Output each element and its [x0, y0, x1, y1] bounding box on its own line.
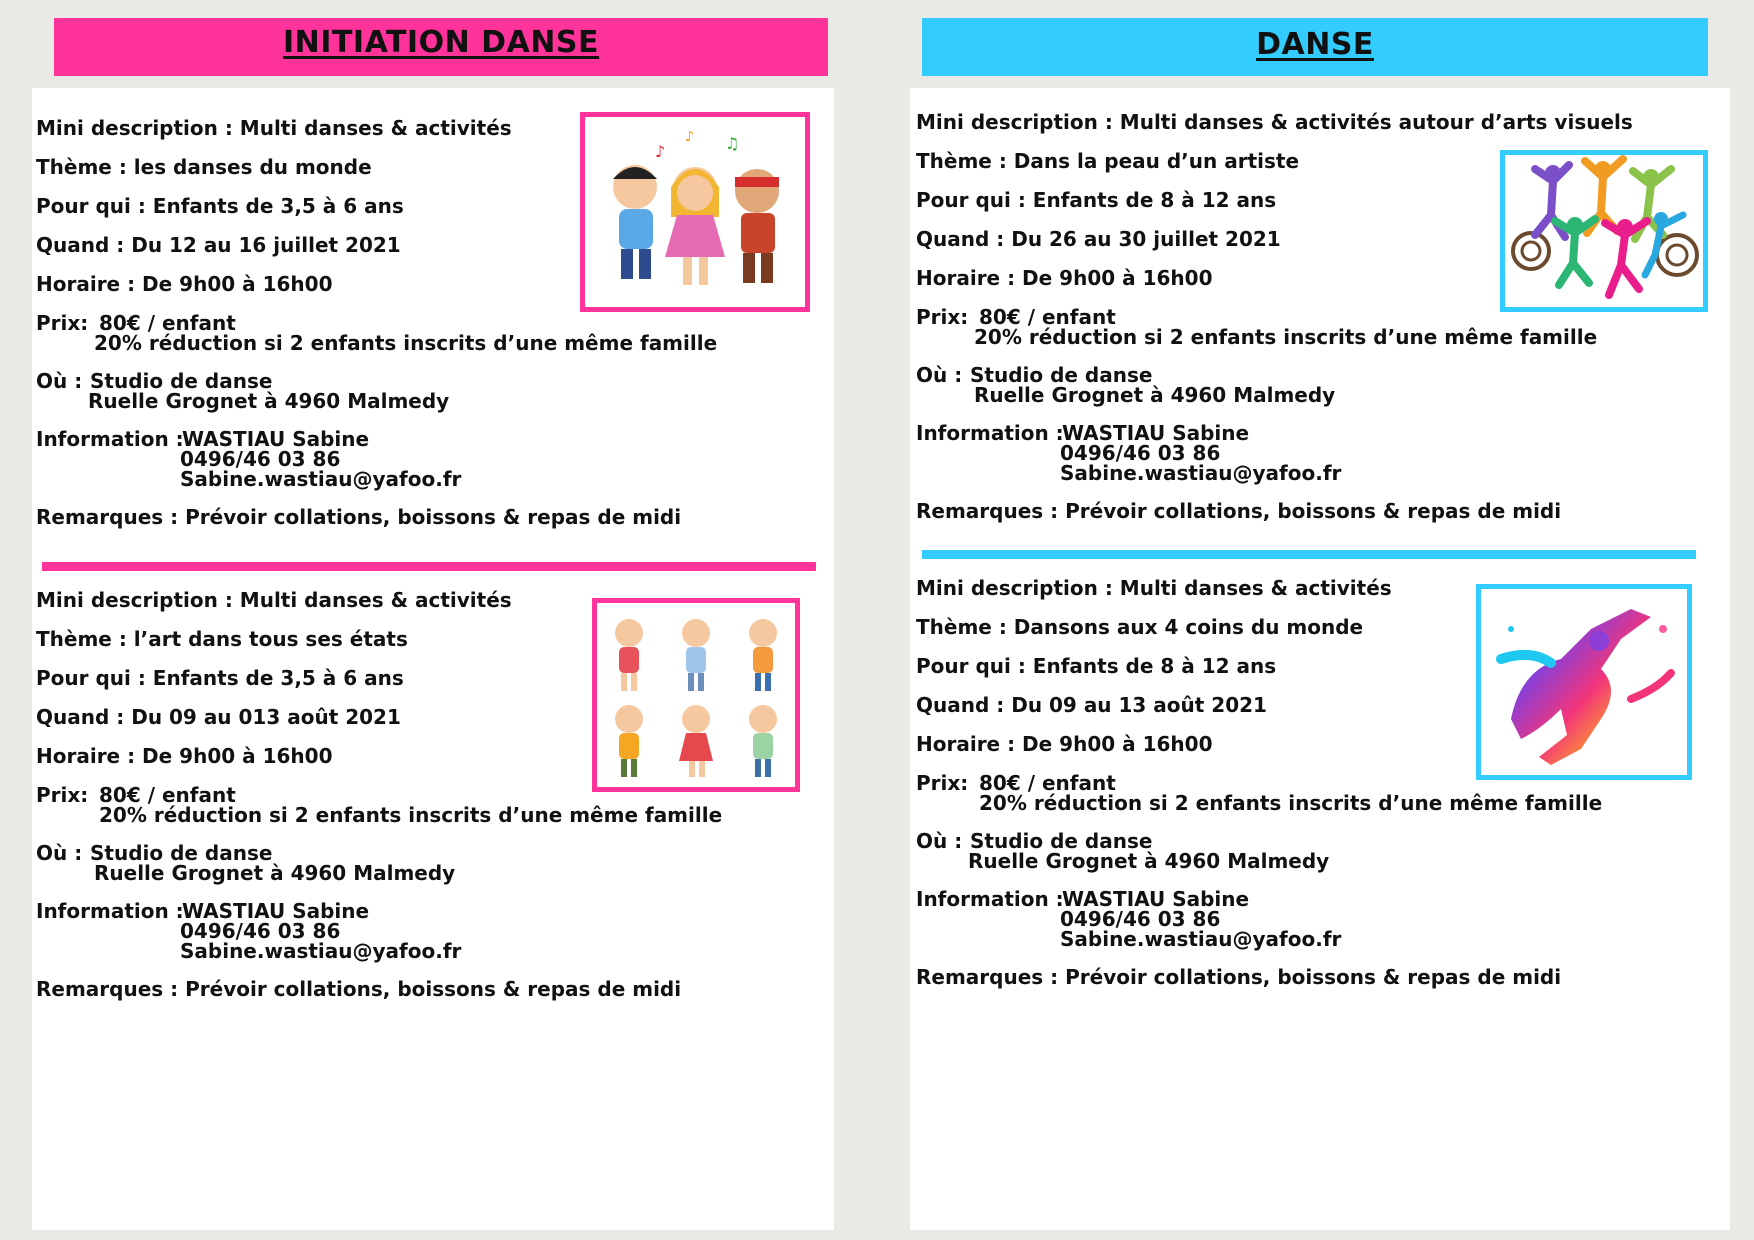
info-label: Information : [36, 427, 184, 451]
prix: 80€ / enfant [979, 305, 1116, 329]
theme: Thème : les danses du monde [36, 155, 372, 179]
info-email: Sabine.wastiau@yafoo.fr [180, 939, 462, 963]
dancing-kids-illustration [580, 112, 810, 312]
remarques: Remarques : Prévoir collations, boissons & repas de midi [36, 505, 682, 529]
ou-label: Où : [916, 363, 963, 387]
svg-text:♪: ♪ [685, 129, 694, 145]
prix: 80€ / enfant [979, 771, 1116, 795]
six-kids-dancing-illustration [592, 598, 800, 792]
info-phone: 0496/46 03 86 [1060, 907, 1221, 931]
prix-label: Prix: [36, 311, 89, 335]
right-header-title: DANSE [1256, 27, 1374, 62]
ou: Studio de danse [970, 829, 1153, 853]
adresse: Ruelle Grognet à 4960 Malmedy [94, 861, 456, 885]
reduction: 20% réduction si 2 enfants inscrits d’une même famille [99, 803, 723, 827]
quand: Quand : Du 09 au 13 août 2021 [916, 693, 1267, 717]
horaire: Horaire : De 9h00 à 16h00 [916, 266, 1213, 290]
remarques: Remarques : Prévoir collations, boissons & repas de midi [36, 977, 682, 1001]
mini-description: Mini description : Multi danses & activités [36, 588, 512, 612]
adresse: Ruelle Grognet à 4960 Malmedy [974, 383, 1336, 407]
reduction: 20% réduction si 2 enfants inscrits d’une même famille [94, 331, 718, 355]
colorful-dancer-silhouette [1476, 584, 1692, 780]
info-email: Sabine.wastiau@yafoo.fr [1060, 927, 1342, 951]
adresse: Ruelle Grognet à 4960 Malmedy [968, 849, 1330, 873]
ou: Studio de danse [970, 363, 1153, 387]
prix: 80€ / enfant [99, 311, 236, 335]
pour-qui: Pour qui : Enfants de 3,5 à 6 ans [36, 194, 404, 218]
ou-label: Où : [36, 841, 83, 865]
right-header [922, 18, 1708, 76]
svg-text:♪: ♪ [655, 142, 666, 161]
remarques: Remarques : Prévoir collations, boissons & repas de midi [916, 965, 1562, 989]
info-phone: 0496/46 03 86 [180, 919, 341, 943]
info-name: WASTIAU Sabine [1062, 421, 1250, 445]
ou: Studio de danse [90, 369, 273, 393]
info-label: Information : [916, 421, 1064, 445]
pour-qui: Pour qui : Enfants de 3,5 à 6 ans [36, 666, 404, 690]
svg-text:♫: ♫ [725, 134, 740, 153]
prix: 80€ / enfant [99, 783, 236, 807]
ou: Studio de danse [90, 841, 273, 865]
info-name: WASTIAU Sabine [182, 427, 370, 451]
quand: Quand : Du 12 au 16 juillet 2021 [36, 233, 401, 257]
horaire: Horaire : De 9h00 à 16h00 [36, 272, 333, 296]
pour-qui: Pour qui : Enfants de 8 à 12 ans [916, 654, 1277, 678]
info-phone: 0496/46 03 86 [1060, 441, 1221, 465]
theme: Thème : Dans la peau d’un artiste [916, 149, 1300, 173]
info-email: Sabine.wastiau@yafoo.fr [1060, 461, 1342, 485]
adresse: Ruelle Grognet à 4960 Malmedy [88, 389, 450, 413]
colorful-jumping-silhouettes [1500, 150, 1708, 312]
theme: Thème : l’art dans tous ses états [36, 627, 408, 651]
prix-label: Prix: [916, 771, 969, 795]
quand: Quand : Du 26 au 30 juillet 2021 [916, 227, 1281, 251]
mini-description: Mini description : Multi danses & activités autour d’arts visuels [916, 110, 1633, 134]
info-name: WASTIAU Sabine [1062, 887, 1250, 911]
pour-qui: Pour qui : Enfants de 8 à 12 ans [916, 188, 1277, 212]
right-divider [922, 550, 1696, 559]
left-header-title: INITIATION DANSE [283, 25, 599, 60]
ou-label: Où : [916, 829, 963, 853]
prix-label: Prix: [916, 305, 969, 329]
left-divider [42, 562, 816, 571]
reduction: 20% réduction si 2 enfants inscrits d’une même famille [974, 325, 1598, 349]
info-label: Information : [916, 887, 1064, 911]
mini-description: Mini description : Multi danses & activités [36, 116, 512, 140]
prix-label: Prix: [36, 783, 89, 807]
horaire: Horaire : De 9h00 à 16h00 [916, 732, 1213, 756]
ou-label: Où : [36, 369, 83, 393]
theme: Thème : Dansons aux 4 coins du monde [916, 615, 1364, 639]
remarques: Remarques : Prévoir collations, boissons & repas de midi [916, 499, 1562, 523]
quand: Quand : Du 09 au 013 août 2021 [36, 705, 401, 729]
left-header [54, 18, 828, 76]
reduction: 20% réduction si 2 enfants inscrits d’une même famille [979, 791, 1603, 815]
info-phone: 0496/46 03 86 [180, 447, 341, 471]
info-name: WASTIAU Sabine [182, 899, 370, 923]
info-label: Information : [36, 899, 184, 923]
info-email: Sabine.wastiau@yafoo.fr [180, 467, 462, 491]
mini-description: Mini description : Multi danses & activités [916, 576, 1392, 600]
horaire: Horaire : De 9h00 à 16h00 [36, 744, 333, 768]
